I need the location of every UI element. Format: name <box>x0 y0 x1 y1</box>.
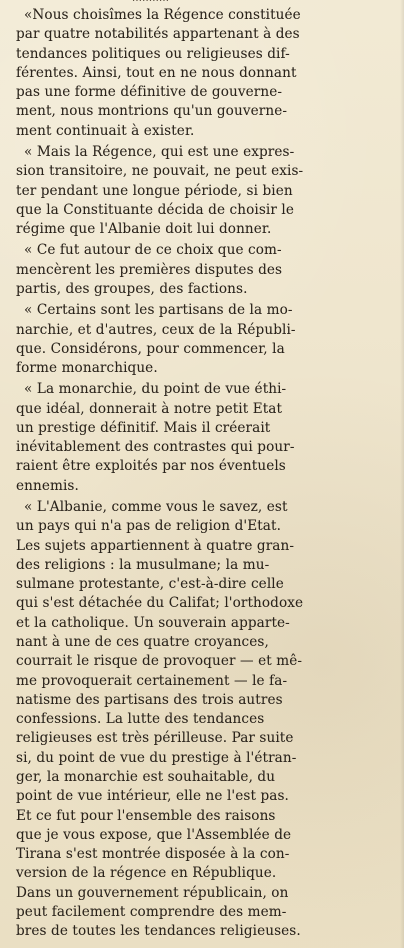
page-edge-shadow <box>400 0 404 948</box>
paragraph-3 <box>16 241 394 299</box>
paragraph-6-line-17: Et ce fut pour l'ensemble des raisons <box>16 807 276 824</box>
paragraph-6-line-4: des religions : la musulmane; la mu- <box>16 556 270 573</box>
paragraph-6-line-11: natisme des partisans des trois autres <box>16 691 283 708</box>
paragraph-6-line-22: peut facilement comprendre des mem- <box>16 903 287 920</box>
paragraph-5-line-5: raient être exploités par nos éventuels <box>16 458 286 475</box>
paragraph-6-line-9: courrait le risque de provoquer — et mê- <box>16 653 303 670</box>
paragraph-6-line-18: que je vous expose, que l'Assemblée de <box>16 826 292 843</box>
paragraph-5-line-4: inévitablement des contrastes qui pour- <box>16 439 295 456</box>
paragraph-6-line-5: sulmane protestante, c'est-à-dire celle <box>16 576 284 593</box>
paragraph-6-line-10: me provoquerait certainement — le fa- <box>16 672 288 689</box>
paragraph-1-line-5: pas une forme définitive de gouverne- <box>16 84 283 101</box>
paragraph-1-line-7: ment continuait à exister. <box>16 122 195 139</box>
paragraph-5-line-6: ennemis. <box>16 477 79 494</box>
paragraph-4-line-3: que. Considérons, pour commencer, la <box>16 340 285 357</box>
paragraph-6-line-12: confessions. La lutte des tendances <box>16 711 265 728</box>
paragraph-6-line-2: un pays qui n'a pas de religion d'Etat. <box>16 518 281 535</box>
paragraph-6-line-8: nant à une de ces quatre croyances, <box>16 634 269 650</box>
paragraph-4 <box>16 301 394 378</box>
paragraph-3-line-3: partis, des groupes, des factions. <box>16 280 248 297</box>
paragraph-3-line-1: « Ce fut autour de ce choix que com- <box>24 242 282 259</box>
paragraph-1-line-4: férentes. Ainsi, tout en ne nous donnant <box>16 64 297 81</box>
paragraph-5-line-1: « La monarchie, du point de vue éthi- <box>24 381 287 398</box>
paragraph-6-line-14: si, du point de vue du prestige à l'étran- <box>16 749 297 766</box>
paragraph-2 <box>16 143 394 239</box>
paragraph-2-line-4: que la Constituante décida de choisir le <box>16 201 294 218</box>
paragraph-6-line-19: Tirana s'est montrée disposée à la con- <box>16 846 290 863</box>
paragraph-3-line-2: mencèrent les premières disputes des <box>16 261 283 278</box>
paragraph-6-line-16: point de vue intérieur, elle ne l'est pas. <box>16 788 289 805</box>
paragraph-5-line-2: que idéal, donnerait à notre petit Etat <box>16 400 283 417</box>
paragraph-1 <box>16 6 394 141</box>
paragraph-6-line-7: et la catholique. Un souverain apparte- <box>16 614 290 631</box>
paragraph-6-line-15: ger, la monarchie est souhaitable, du <box>16 768 276 785</box>
paragraph-6-line-23: bres de toutes les tendances religieuses. <box>16 923 301 940</box>
paragraph-6-line-20: version de la régence en République. <box>16 865 277 882</box>
paragraph-6-line-1: « L'Albanie, comme vous le savez, est <box>24 499 288 516</box>
paragraph-2-line-5: régime que l'Albanie doit lui donner. <box>16 221 272 238</box>
paragraph-6-line-3: Les sujets appartiennent à quatre gran- <box>16 537 295 554</box>
paragraph-4-line-2: narchie, et d'autres, ceux de la Républi- <box>16 321 296 338</box>
paragraph-2-line-3: ter pendant une longue période, si bien <box>16 182 293 199</box>
paragraph-4-line-1: « Certains sont les partisans de la mo- <box>24 302 293 319</box>
paragraph-6 <box>16 498 394 941</box>
paragraph-6-line-21: Dans un gouvernement républicain, on <box>16 884 289 901</box>
paragraph-5-line-3: un prestige définitif. Mais il créerait <box>16 419 271 436</box>
paragraph-4-line-4: forme monarchique. <box>16 360 158 377</box>
paragraph-1-line-1: «Nous choisîmes la Régence constituée <box>24 7 301 23</box>
paragraph-2-line-2: sion transitoire, ne pouvait, ne peut exis- <box>16 163 304 180</box>
paragraph-1-line-6: ment, nous montrions qu'un gouverne- <box>16 103 288 120</box>
paragraph-6-line-6: qui s'est détachée du Califat; l'orthodoxe <box>16 595 304 612</box>
paragraph-5 <box>16 380 394 496</box>
paragraph-2-line-1: « Mais la Régence, qui est une expres- <box>24 143 295 160</box>
top-fragment <box>132 0 272 4</box>
article-column <box>16 6 394 942</box>
paragraph-6-line-13: religieuses est très périlleuse. Par suite <box>16 730 294 747</box>
paragraph-1-line-2: par quatre notabilités appartenant à des <box>16 26 300 43</box>
paragraph-1-line-3: tendances politiques ou religieuses dif- <box>16 45 290 62</box>
